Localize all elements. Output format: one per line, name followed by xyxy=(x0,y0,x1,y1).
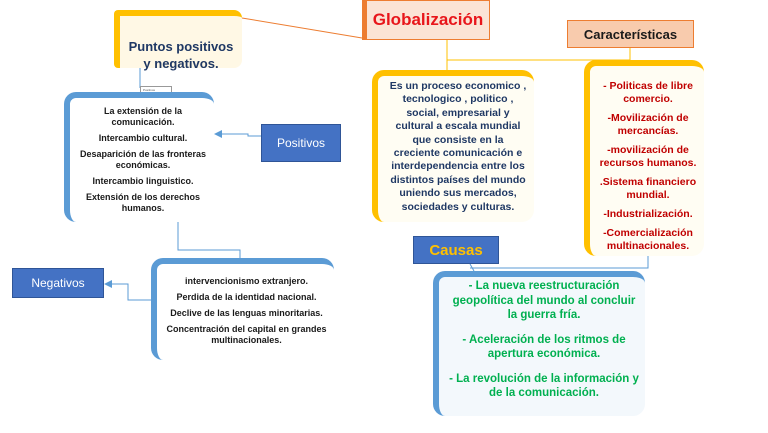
causa-item: - La nueva reestructuración geopolítica del mundo al concluir la guerra fría. xyxy=(452,280,636,321)
caracteristica-item: - Politicas de libre comercio. xyxy=(603,80,693,105)
caracteristica-item: -Comercialización multinacionales. xyxy=(603,227,693,252)
caracteristica-item: -Movilización de mercancías. xyxy=(607,112,689,137)
posneg-line1: Puntos positivos xyxy=(128,39,234,54)
connector-positivos-arrow xyxy=(218,134,261,136)
title-text: Globalización xyxy=(372,10,484,29)
positivos-list-node xyxy=(64,92,214,222)
positivos-header xyxy=(261,124,341,162)
causas-list-node xyxy=(433,271,645,416)
causa-item: - La revolución de la información y de la comunicación. xyxy=(449,372,639,399)
caracteristica-item: .Sistema financiero mundial. xyxy=(599,176,697,201)
caracteristicas-header-text: Características xyxy=(583,26,678,42)
title-globalizacion xyxy=(362,0,490,40)
positivo-item: Extensión de los derechos humanos. xyxy=(85,192,201,213)
negativo-item: Declive de las lenguas minoritarias. xyxy=(170,308,323,318)
negativos-header xyxy=(12,268,104,298)
connector-positivos-negativos xyxy=(178,222,240,258)
arrowhead-positivos xyxy=(214,130,222,138)
caracteristicas-list-node xyxy=(584,60,704,256)
negativos-header-text: Negativos xyxy=(31,276,85,290)
positivo-item: Intercambio cultural. xyxy=(98,133,188,143)
negativos-list-node xyxy=(151,258,334,360)
causas-header xyxy=(413,236,499,264)
definicion-node xyxy=(372,70,534,222)
positivo-item: Desaparición de las fronteras económicas. xyxy=(79,149,207,170)
positivo-item: La extensión de la comunicación. xyxy=(103,106,183,127)
caracteristica-item: -movilización de recursos humanos. xyxy=(599,144,697,169)
connector-negativos-arrow xyxy=(108,284,151,300)
connector-title-positivos xyxy=(242,18,362,38)
posneg-line2: y negativos. xyxy=(143,56,219,71)
causa-item: - Aceleración de los ritmos de apertura económica. xyxy=(462,333,626,360)
caracteristicas-header xyxy=(567,20,694,48)
caracteristica-item: -Industrialización. xyxy=(603,208,693,220)
tiny-positivos-label: Positivos xyxy=(140,86,172,93)
negativo-item: intervencionismo extranjero. xyxy=(184,276,309,286)
definicion-text: Es un proceso economico , tecnologico , politico , social, empresarial y cultural a escala mundial que consiste en la creciente comunicación e interdependencia entre los distintos países del mundo uniendo sus mercados, sociedades y culturas. xyxy=(389,80,527,213)
negativo-item: Perdida de la identidad nacional. xyxy=(176,292,317,302)
arrowhead-negativos xyxy=(104,280,112,288)
negativo-item: Concentración del capital en grandes multinacionales. xyxy=(166,324,327,345)
positivos-header-text: Positivos xyxy=(276,136,326,150)
puntos-positivos-negativos-node xyxy=(114,10,242,71)
positivo-item: Intercambio linguistico. xyxy=(92,176,194,186)
causas-header-text: Causas xyxy=(429,241,483,259)
